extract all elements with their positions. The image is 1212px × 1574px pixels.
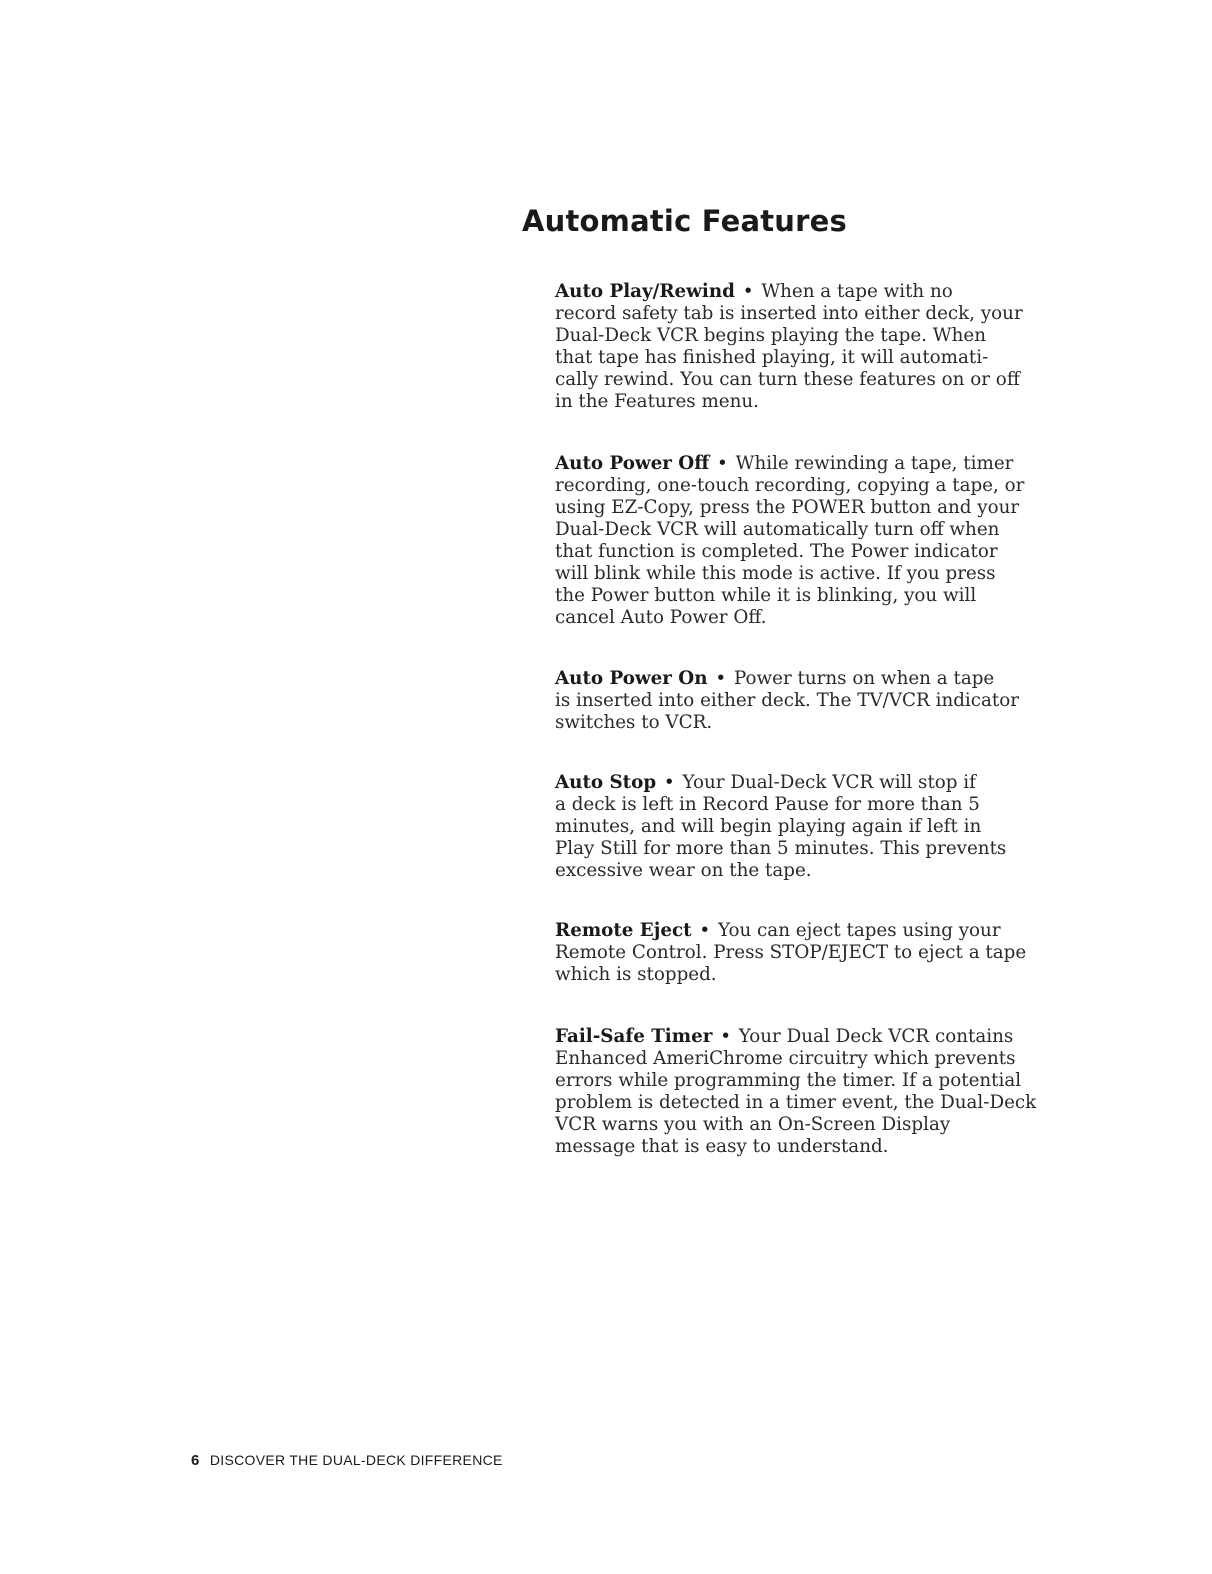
feature-text-line: minutes, and will begin playing again if left in (555, 816, 982, 837)
feature-remote-eject (555, 920, 1026, 986)
feature-title: Remote Eject (555, 920, 692, 941)
feature-text-line: Dual-Deck VCR begins playing the tape. When (555, 325, 986, 346)
feature-text-line: cally rewind. You can turn these features on or off (555, 369, 1020, 390)
feature-auto-power-off (555, 453, 1024, 629)
feature-auto-power-on (555, 668, 1019, 734)
feature-text-line: When a tape with no (761, 281, 953, 302)
bullet: • (699, 920, 711, 941)
feature-text-line: Enhanced AmeriChrome circuitry which prevents (555, 1048, 1016, 1069)
feature-text-line: that function is completed. The Power indicator (555, 541, 998, 562)
feature-title: Fail-Safe Timer (555, 1026, 713, 1047)
feature-text-line: which is stopped. (555, 964, 717, 985)
feature-text-line: cancel Auto Power Off. (555, 607, 767, 628)
feature-text-line: recording, one-touch recording, copying a tape, or (555, 475, 1025, 496)
feature-text-line: Remote Control. Press STOP/EJECT to eject a tape (555, 942, 1027, 963)
feature-text-line: excessive wear on the tape. (555, 860, 812, 881)
feature-text-line: Power turns on when a tape (733, 668, 995, 689)
bullet: • (663, 772, 675, 793)
feature-fail-safe-timer (555, 1026, 1036, 1158)
feature-text-line: VCR warns you with an On-Screen Display (555, 1114, 951, 1135)
feature-text-line: will blink while this mode is active. If you press (555, 563, 996, 584)
feature-text-line: Your Dual Deck VCR contains (738, 1026, 1014, 1047)
footer-section-title: DISCOVER THE DUAL-DECK DIFFERENCE (209, 1452, 503, 1468)
feature-text-line: the Power button while it is blinking, you will (555, 585, 977, 606)
feature-text-line: While rewinding a tape, timer (735, 453, 1014, 474)
feature-text-line: switches to VCR. (555, 712, 713, 733)
feature-text-line: using EZ-Copy, press the POWER button and your (555, 497, 1020, 518)
feature-auto-play-rewind (555, 281, 1023, 413)
feature-title: Auto Stop (555, 772, 657, 793)
page-title: Automatic Features (522, 204, 847, 238)
feature-title: Auto Power Off (555, 453, 710, 474)
feature-text-line: in the Features menu. (555, 391, 759, 412)
feature-text-line: problem is detected in a timer event, the Dual-Deck (555, 1092, 1037, 1113)
feature-auto-stop (555, 772, 1006, 882)
page-footer (191, 1452, 503, 1469)
bullet: • (720, 1026, 731, 1047)
bullet: • (717, 453, 728, 474)
feature-text-line: that tape has finished playing, it will automati- (555, 347, 989, 368)
feature-text-line: is inserted into either deck. The TV/VCR indicator (555, 690, 1019, 711)
feature-text-line: message that is easy to understand. (555, 1136, 889, 1157)
feature-text-line: record safety tab is inserted into either deck, your (555, 303, 1023, 324)
bullet: • (715, 668, 727, 689)
feature-text-line: a deck is left in Record Pause for more than 5 (555, 794, 980, 815)
feature-text-line: You can eject tapes using your (717, 920, 1001, 941)
feature-text-line: errors while programming the timer. If a potential (555, 1070, 1022, 1091)
feature-title: Auto Play/Rewind (555, 281, 735, 302)
page-number: 6 (191, 1452, 200, 1469)
feature-text-line: Dual-Deck VCR will automatically turn off when (555, 519, 1000, 540)
feature-title: Auto Power On (555, 668, 708, 689)
feature-text-line: Your Dual-Deck VCR will stop if (682, 772, 976, 793)
bullet: • (742, 281, 754, 302)
feature-text-line: Play Still for more than 5 minutes. This prevents (555, 838, 1007, 859)
